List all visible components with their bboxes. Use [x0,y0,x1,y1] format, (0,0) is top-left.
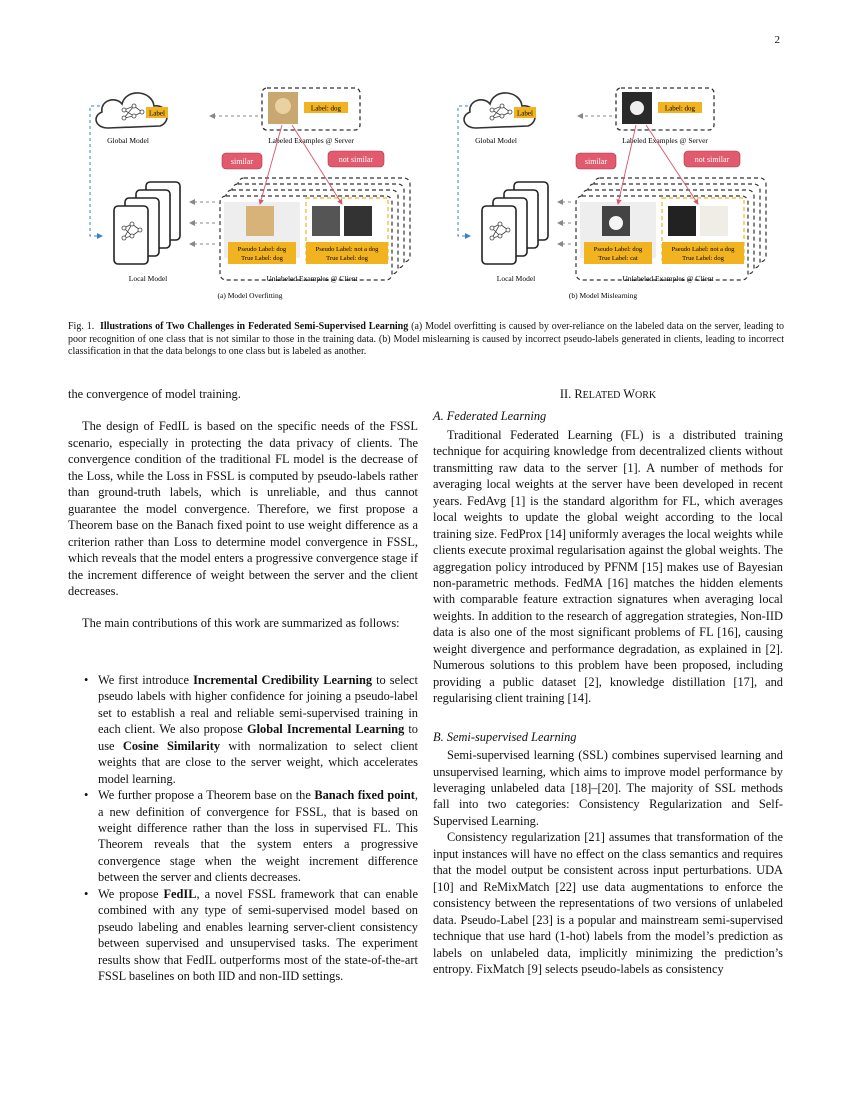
right-column [433,386,783,977]
caption-title: Illustrations of Two Challenges in Federated Semi-Supervised Learning [100,321,409,332]
page-number: 2 [774,34,780,46]
subsection-heading: A. Federated Learning [433,409,547,424]
svg-text:not similar: not similar [694,155,730,164]
paragraph: the convergence of model training. [68,387,241,401]
svg-text:Label: dog: Label: dog [664,104,696,113]
subcaption-a: (a) Model Overfitting [217,291,283,300]
paragraph: Consistency regularization [21] assumes that transformation of the input instances will have no effect on the class semantics and requires that the model output be consistent across input perturbations. UDA [10] and ReMixMatch [22] use data augmentations to enforce the consistency between the representations of two versions of unlabeled data. Pseudo-Label [23] is a popular and mainstream semi-supervised technique that use hard (1-hot) labels from the model’s prediction as labels on unlabeled data, implicitly minimizing the prediction’s entropy. FixMatch [9] selects pseudo-labels as consistency [433,830,783,976]
client-dog-image-3 [700,206,728,236]
paragraph: Semi-supervised learning (SSL) combines supervised learning and unsupervised learning, which aims to improve model performance by leveraging unlabeled data [18]–[20]. The majority of SSL methods fall into two categories: Consistency Regularization and Self-Supervised Learning. [433,748,783,828]
subsection-heading: B. Semi-supervised Learning [433,729,577,744]
svg-text:not similar: not similar [338,155,374,164]
subcaption-b: (b) Model Mislearning [568,291,638,300]
global-label-tag: Label [149,109,165,118]
svg-text:Global Model: Global Model [475,136,517,145]
svg-text:similar: similar [230,157,254,166]
panel-b [458,88,766,300]
paragraph: The main contributions of this work are summarized as follows: [82,616,400,631]
caption-prefix: Fig. 1. [68,321,95,332]
client-dog-image [246,206,274,236]
list-item: • We propose FedIL, a novel FSSL framework that can enable combined with any type of semi-supervised model based on pseudo labeling and enables learning server-client consistency between supervised and unsupervised tasks. The experiment results show that FedIL outperforms most of the state-of-the-art FSSL baselines on both IID and non-IID settings. [98,886,418,985]
svg-text:True Label: dog: True Label: dog [682,255,724,262]
labeled-server-caption: Labeled Examples @ Server [268,136,354,145]
phones-icon [114,182,180,264]
paragraph: The design of FedIL is based on the specific needs of the FSSL scenario, especially in protecting the data privacy of clients. The convergence condition of the traditional FL model is the decrease of the Loss, while the Loss in FSSL is computed by pseudo-labels rather than ground-truth labels, which is unreliable, and thus cannot guarantee the model convergence. Therefore, we first propose a Theorem base on the Banach fixed point to use weight difference as a criterion rather than Loss to determine model convergence in FSSL, which reveals that the model enters a progressive convergence stage if the increment difference of weight between the server and the client decreases. [68,419,418,598]
caption-body: (a) Model overfitting is caused by over-reliance on the labeled data on the server, leading to poor recognition of one class that is not similar to those in the training data. (b) Model mislearning is caused by incorrect pseudo-labels generated in clients, leading to incorrect classification in that the data belongs to one class but is labeled as another. [68,321,784,358]
svg-text:True Label: cat: True Label: cat [598,255,638,262]
svg-text:Label: Label [517,109,533,118]
client-dog-image-2 [312,206,340,236]
section-heading: II. RELATED WORK [559,387,657,401]
global-model-label: Global Model [107,136,149,145]
panel-a [90,88,410,300]
figure-caption [68,321,784,359]
svg-text:Pseudo Label: dog: Pseudo Label: dog [237,246,287,253]
svg-text:Unlabeled Examples @ Client: Unlabeled Examples @ Client [622,274,714,283]
svg-text:Local Model: Local Model [496,274,536,283]
client-dog-image-3 [344,206,372,236]
svg-text:True Label: dog: True Label: dog [241,255,283,262]
server-label: Label: dog [310,104,342,113]
svg-text:Pseudo Label: not a dog: Pseudo Label: not a dog [315,246,379,253]
left-column [68,386,418,985]
svg-text:True Label: dog: True Label: dog [326,255,368,262]
client-dog-image-2 [668,206,696,236]
list-item: • We further propose a Theorem base on the Banach fixed point, a new definition of convergence for FSSL, that is based on weight difference rather than the loss in supervised FL. This Theorem reveals that the system enters a progressive convergence stage when the weight increment difference between the server and clients decreases. [98,787,418,886]
figure-1 [60,78,800,313]
contributions-list [68,672,418,985]
svg-text:Pseudo Label: dog: Pseudo Label: dog [593,246,643,253]
list-item: • We first introduce Incremental Credibility Learning to select pseudo labels with higher confidence for joining a pseudo-label set to establish a real and reliable semi-supervised training in each client. We also propose Global Incremental Learning to use Cosine Similarity with normalization to select client weights that are close to the server weight, which accelerates model learning. [98,672,418,787]
svg-text:Pseudo Label: not a dog: Pseudo Label: not a dog [671,246,735,253]
paragraph: Traditional Federated Learning (FL) is a distributed training technique for acquiring knowledge from decentralized clients without transmitting raw data to the server [1]. A number of methods for averaging local weights at the server have been developed in recent years. FedAvg [1] is the standard algorithm for FL, which averages local weights to update the global weight according to the local training size. FedProx [14] uniformly averages the local weights while clients execute proximal regularisation against the global weights. The aggregation policy introduced by PFNM [15] makes use of Bayesian non-parametric methods. FedMA [16] matches the hidden elements with comparable feature extraction signatures when averaging local weights. In addition to the research of aggregation strategies, Non-IID data is also one of the most significant problems of FL [16], causing weight divergence and performance degradation, as explained in [2]. Numerous solutions to this problem have been proposed, including providing a public dataset [2], knowledge distillation [17], and regularising client training [14]. [433,427,783,706]
unlabeled-client-caption: Unlabeled Examples @ Client [266,274,358,283]
local-model-label: Local Model [128,274,168,283]
svg-text:similar: similar [584,157,608,166]
svg-text:Labeled Examples @ Server: Labeled Examples @ Server [622,136,708,145]
